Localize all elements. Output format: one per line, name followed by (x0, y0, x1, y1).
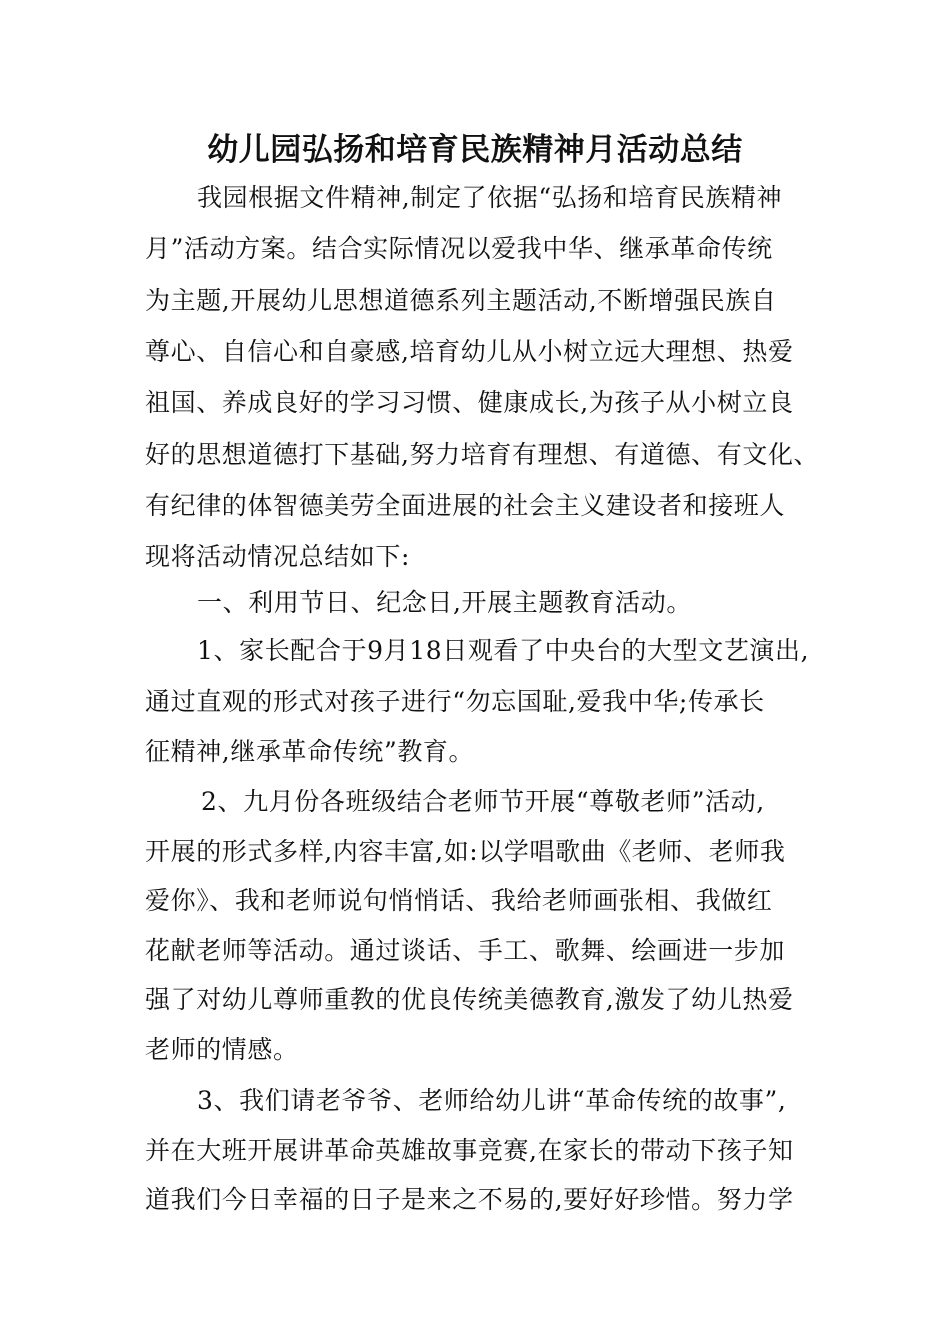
paragraph-line: 尊心、自信心和自豪感,培育幼儿从小树立远大理想、热爱 (145, 337, 794, 366)
paragraph-line: 我园根据文件精神,制定了依据“弘扬和培育民族精神 (197, 183, 783, 212)
paragraph-line: 开展的形式多样,内容丰富,如:以学唱歌曲《老师、老师我 (145, 837, 786, 866)
paragraph-line: 3、我们请老爷爷、老师给幼儿讲“革命传统的故事”, (197, 1086, 787, 1115)
paragraph-line: 爱你》、我和老师说句悄悄话、我给老师画张相、我做红 (145, 886, 773, 915)
paragraph-line: 老师的情感。 (145, 1035, 299, 1064)
paragraph-line: 有纪律的体智德美劳全面进展的社会主义建设者和接班人 (145, 491, 786, 520)
section-heading: 一、利用节日、纪念日,开展主题教育活动。 (197, 588, 692, 617)
paragraph-line: 2、九月份各班级结合老师节开展“尊敬老师”活动, (201, 787, 765, 816)
paragraph-line: 强了对幼儿尊师重教的优良传统美德教育,激发了幼儿热爱 (145, 985, 794, 1014)
paragraph-line: 花献老师等活动。通过谈话、手工、歌舞、绘画进一步加 (145, 936, 786, 965)
paragraph-line: 1、家长配合于9月18日观看了中央台的大型文艺演出, (197, 636, 810, 665)
document-title: 幼儿园弘扬和培育民族精神月活动总结 (207, 132, 743, 168)
paragraph-line: 通过直观的形式对孩子进行“勿忘国耻,爱我中华;传承长 (145, 687, 765, 716)
paragraph-line: 征精神,继承革命传统”教育。 (145, 737, 475, 766)
paragraph-line: 现将活动情况总结如下: (145, 542, 411, 571)
paragraph-line: 好的思想道德打下基础,努力培育有理想、有道德、有文化、 (145, 440, 820, 469)
paragraph-line: 道我们今日幸福的日子是来之不易的,要好好珍惜。努力学 (145, 1185, 794, 1214)
paragraph-line: 为主题,开展幼儿思想道德系列主题活动,不断增强民族自 (145, 286, 777, 315)
paragraph-line: 月”活动方案。结合实际情况以爱我中华、继承革命传统 (145, 234, 773, 263)
paragraph-line: 并在大班开展讲革命英雄故事竞赛,在家长的带动下孩子知 (145, 1136, 794, 1165)
paragraph-line: 祖国、养成良好的学习习惯、健康成长,为孩子从小树立良 (145, 388, 794, 417)
